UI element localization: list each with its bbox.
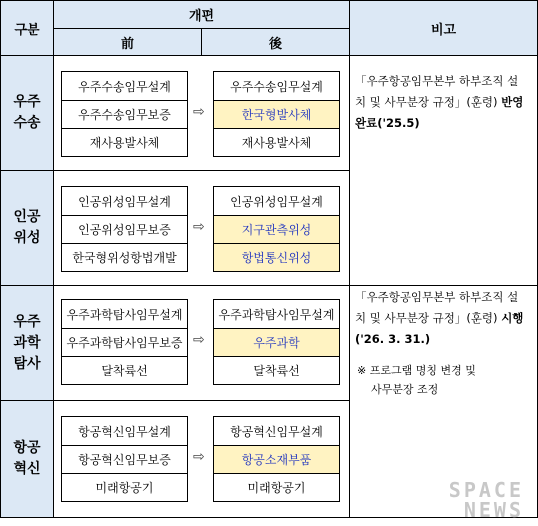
after-item: 달착륙선 — [214, 356, 339, 384]
after-item-highlighted: 항공소재부품 — [214, 445, 339, 473]
before-item: 우주과학탐사임무설계 — [66, 307, 183, 322]
header-category-text: 구분 — [14, 22, 40, 38]
section-label-aviation-innovation: 항공 혁신 — [0, 400, 54, 518]
after-item: 인공위성임무설계 — [230, 194, 323, 209]
before-item: 재사용발사체 — [62, 128, 187, 156]
before-item: 우주과학탐사임무보증 — [62, 328, 187, 356]
header-category — [0, 0, 54, 56]
header-after-text: 後 — [268, 36, 282, 52]
before-item: 미래항공기 — [62, 473, 187, 501]
before-group-space-transport — [61, 71, 188, 157]
header-reorg — [53, 0, 350, 29]
after-group-aviation-innovation — [213, 416, 340, 502]
after-item: 미래항공기 — [214, 473, 339, 501]
header-remarks — [349, 0, 538, 56]
after-item: 항공혁신임무설계 — [230, 424, 323, 439]
header-reorg-text: 개편 — [188, 9, 215, 24]
header-before-text: 前 — [120, 36, 134, 52]
header-before — [53, 28, 202, 56]
before-group-space-science — [61, 299, 188, 385]
remark-first: 「우주항공임무본부 하부조직 설 치 및 사무분장 규정」(훈령) 반영 완료('25.5) — [355, 74, 524, 130]
header-after — [201, 28, 350, 56]
section-label-space-science: 우주 과학 탐사 — [0, 285, 54, 401]
before-item: 한국형위성항법개발 — [62, 243, 187, 271]
remark-second: 「우주항공임무본부 하부조직 설 치 및 사무분장 규정」(훈령) 시행 ('26. 3. 31.) — [355, 290, 524, 346]
before-item: 우주수송임무보증 — [62, 100, 187, 128]
section-label-satellite: 인공 위성 — [0, 170, 54, 286]
section-label-space-transport: 우주 수송 — [0, 55, 54, 171]
space-news-watermark: SPACE NEWS — [448, 478, 524, 522]
header-remarks-text: 비고 — [430, 22, 457, 38]
after-item: 우주과학탐사임무설계 — [218, 307, 335, 322]
before-item: 인공위성임무보증 — [62, 215, 187, 243]
arrow-right-icon: ⇨ — [193, 219, 205, 235]
before-item: 항공혁신임무설계 — [78, 424, 171, 439]
after-group-space-transport — [213, 71, 340, 157]
before-item: 인공위성임무설계 — [78, 194, 171, 209]
before-group-satellite — [61, 186, 188, 272]
before-item: 달착륙선 — [62, 356, 187, 384]
after-item: 우주수송임무설계 — [230, 79, 323, 94]
before-item: 우주수송임무설계 — [78, 79, 171, 94]
before-group-aviation-innovation — [61, 416, 188, 502]
arrow-right-icon: ⇨ — [193, 104, 205, 120]
after-item: 재사용발사체 — [214, 128, 339, 156]
after-item-highlighted: 지구관측위성 — [214, 215, 339, 243]
after-item-highlighted: 한국형발사체 — [214, 100, 339, 128]
arrow-right-icon: ⇨ — [193, 332, 205, 348]
after-group-satellite — [213, 186, 340, 272]
before-item: 항공혁신임무보증 — [62, 445, 187, 473]
after-item-highlighted: 우주과학 — [214, 328, 339, 356]
after-group-space-science — [213, 299, 340, 385]
after-item-highlighted: 항법통신위성 — [214, 243, 339, 271]
arrow-right-icon: ⇨ — [193, 449, 205, 465]
remark-note: ※ 프로그램 명칭 변경 및 사무분장 조정 — [357, 364, 476, 396]
